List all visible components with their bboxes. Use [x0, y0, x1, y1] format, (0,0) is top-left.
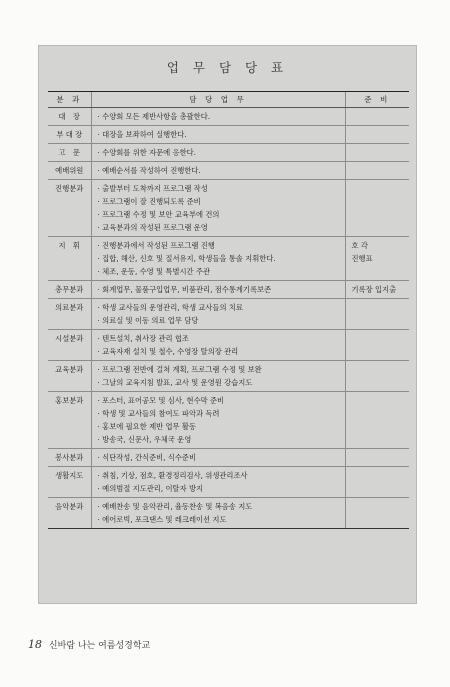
table-row — [48, 392, 409, 449]
dept-cell: 부 대 장 — [48, 126, 91, 144]
prep-cell — [345, 392, 409, 449]
dept-cell: 진행분과 — [48, 180, 91, 237]
page-footer — [28, 638, 150, 651]
duty-table — [48, 91, 409, 529]
task-item: · 출발부터 도착까지 프로그램 작성 — [92, 182, 345, 195]
task-item: · 홍보에 필요한 제반 업무 활동 — [92, 420, 345, 433]
prep-item: 기록장 입지출 — [351, 285, 397, 294]
tasks-cell — [91, 467, 345, 498]
table-row — [48, 299, 409, 330]
table-row — [48, 361, 409, 392]
task-item: · 에어로빅, 포크댄스 및 레크레이션 지도 — [92, 513, 345, 526]
prep-cell — [345, 361, 409, 392]
tasks-cell — [91, 299, 345, 330]
header-row — [48, 92, 409, 108]
task-item: · 텐트설치, 취사장 관리 협조 — [92, 332, 345, 345]
prep-cell — [345, 330, 409, 361]
tasks-cell — [91, 108, 345, 126]
table-row — [48, 330, 409, 361]
task-item: · 프로그램 수정 및 보안 교육부에 건의 — [92, 208, 345, 221]
dept-cell: 교육분과 — [48, 361, 91, 392]
book-title: 신바람 나는 여름성경학교 — [48, 641, 151, 651]
table-row — [48, 144, 409, 162]
table-row — [48, 180, 409, 237]
table-row — [48, 498, 409, 529]
table-row — [48, 108, 409, 126]
task-item: · 프로그램이 잘 진행되도록 준비 — [92, 195, 345, 208]
tasks-cell — [91, 449, 345, 467]
prep-cell — [345, 449, 409, 467]
task-item: · 방송국, 신문사, 우체국 운영 — [92, 433, 345, 446]
prep-cell — [345, 237, 409, 281]
task-item: · 체조, 운동, 수영 및 특별시간 주관 — [92, 265, 345, 278]
task-item: · 교육자재 설치 및 철수, 수영장 탈의장 관리 — [92, 345, 345, 358]
table-row — [48, 162, 409, 180]
tasks-cell — [91, 361, 345, 392]
prep-cell — [345, 126, 409, 144]
dept-cell: 홍보분과 — [48, 392, 91, 449]
dept-cell: 예배위원 — [48, 162, 91, 180]
task-item: · 프로그램 전반에 걸쳐 계획, 프로그램 수정 및 보완 — [92, 363, 345, 376]
header-prep: 준 비 — [345, 92, 409, 108]
tasks-cell — [91, 126, 345, 144]
task-item: · 그날의 교육지침 발표, 교사 및 운영원 강습지도 — [92, 376, 345, 389]
tasks-cell — [91, 392, 345, 449]
table-row — [48, 126, 409, 144]
prep-item: 호 각 — [351, 241, 368, 250]
dept-cell: 의료분과 — [48, 299, 91, 330]
prep-cell — [345, 498, 409, 529]
duty-sheet — [38, 45, 417, 604]
tasks-cell — [91, 237, 345, 281]
dept-cell: 지 휘 — [48, 237, 91, 281]
task-item: · 예의범절 지도관리, 이탈자 방지 — [92, 482, 345, 495]
prep-cell — [345, 162, 409, 180]
tasks-cell — [91, 144, 345, 162]
task-item: · 학생 및 교사들의 참여도 파악과 독려 — [92, 407, 345, 420]
tasks-cell — [91, 180, 345, 237]
table-row — [48, 449, 409, 467]
task-item: · 학생 교사들의 운영관리, 학생 교사들의 치료 — [92, 301, 345, 314]
prep-cell — [345, 467, 409, 498]
task-item: · 의료실 및 이동 의료 업무 담당 — [92, 314, 345, 327]
dept-cell: 대 장 — [48, 108, 91, 126]
task-item: · 포스터, 표어공모 및 심사, 현수막 준비 — [92, 394, 345, 407]
task-item: · 예배순서를 작성하여 진행한다. — [92, 164, 345, 177]
prep-cell — [345, 180, 409, 237]
prep-cell — [345, 281, 409, 299]
table-row — [48, 237, 409, 281]
task-item: · 회계업무, 물품구입업무, 비품관리, 점수통계기록보존 — [92, 283, 345, 296]
prep-cell — [345, 144, 409, 162]
dept-cell: 음악분과 — [48, 498, 91, 529]
dept-cell: 시설분과 — [48, 330, 91, 361]
tasks-cell — [91, 330, 345, 361]
table-title: 업 무 담 당 표 — [166, 60, 289, 75]
dept-cell: 고 문 — [48, 144, 91, 162]
prep-cell — [345, 108, 409, 126]
task-item: · 식단작성, 간식준비, 식수준비 — [92, 451, 345, 464]
task-item: · 집합, 해산, 신호 및 질서유지, 학생들을 통솔 지휘한다. — [92, 252, 345, 265]
task-item: · 대장을 보좌하여 실행한다. — [92, 128, 345, 141]
header-tasks: 담 당 업 무 — [91, 92, 345, 108]
table-body — [48, 108, 409, 529]
task-item: · 수양회를 위한 자문에 응한다. — [92, 146, 345, 159]
prep-cell — [345, 299, 409, 330]
dept-cell: 생활지도 — [48, 467, 91, 498]
tasks-cell — [91, 498, 345, 529]
task-item: · 예배찬송 및 음악관리, 율동찬송 및 복음송 지도 — [92, 500, 345, 513]
task-item: · 수양회 모든 제반사항을 총괄한다. — [92, 110, 345, 123]
dept-cell: 봉사분과 — [48, 449, 91, 467]
table-row — [48, 467, 409, 498]
tasks-cell — [91, 162, 345, 180]
header-dept: 분 과 — [48, 92, 91, 108]
task-item: · 취침, 기상, 점호, 환경정리검사, 위생관리조사 — [92, 469, 345, 482]
task-item: · 교육분과의 작성된 프로그램 운영 — [92, 221, 345, 234]
page-number: 18 — [28, 638, 42, 651]
prep-item: 진행표 — [351, 254, 373, 263]
dept-cell: 총무분과 — [48, 281, 91, 299]
table-row — [48, 281, 409, 299]
tasks-cell — [91, 281, 345, 299]
task-item: · 진행분과에서 작성된 프로그램 진행 — [92, 239, 345, 252]
